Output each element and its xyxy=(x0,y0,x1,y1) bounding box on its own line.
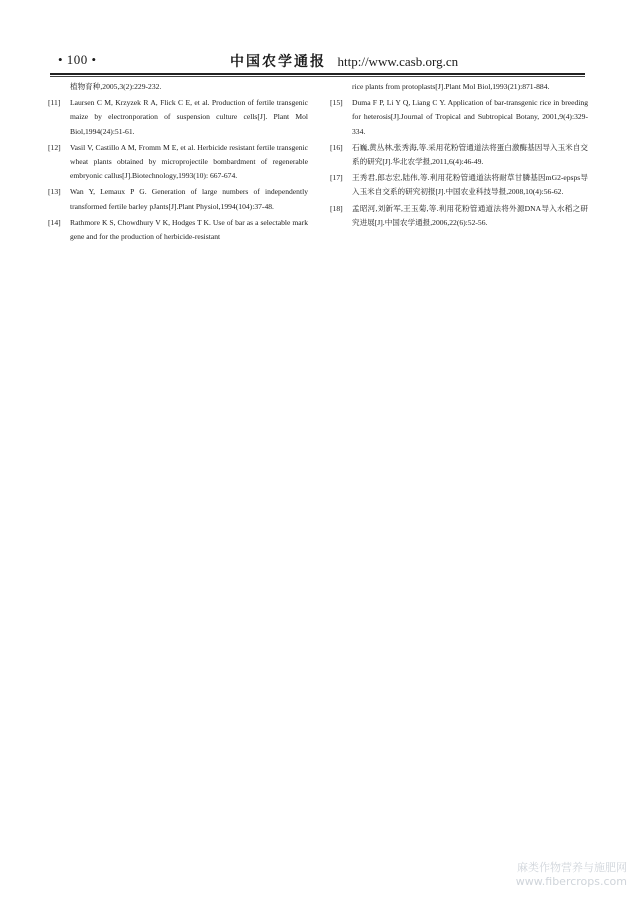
reference-text: 王秀君,郎志宏,陆伟,等.利用花粉管通道法将耐草甘膦基因mG2-epsps导入玉米自交系的研究初报[J].中国农业科技导报,2008,10(4):56-62. xyxy=(352,173,588,197)
reference-text: Duma F P, Li Y Q, Liang C Y. Application of bar-transgenic rice in breeding for heterosis[J].Journal of Tropical and Subtropical Botany, 2001,9(4):329-334. xyxy=(352,98,588,136)
reference-continuation: rice plants from protoplasts[J].Plant Mol Biol,1993(21):871-884. xyxy=(352,82,550,91)
reference-item xyxy=(330,141,588,169)
reference-number: [16] xyxy=(330,142,343,152)
reference-item xyxy=(48,96,308,139)
reference-item xyxy=(48,216,308,244)
reference-item xyxy=(48,141,308,184)
reference-text: 孟昭河,刘新军,王玉菊,等.利用花粉管通道法将外源DNA导入水稻之研究进展[J].中国农学通报,2006,22(6):52-56. xyxy=(352,203,588,227)
reference-number: [18] xyxy=(330,203,343,213)
right-column xyxy=(330,80,588,232)
journal-name: 中国农学通报 xyxy=(230,55,326,70)
reference-continuation: 植物育种,2005,3(2):229-232. xyxy=(70,82,162,91)
reference-number: [12] xyxy=(48,142,61,152)
reference-number: [11] xyxy=(48,98,61,108)
reference-text: Rathmore K S, Chowdhury V K, Hodges T K. Use of bar as a selectable mark gene and for the production of herbicide-resistant xyxy=(70,217,308,242)
reference-text: Vasil V, Castillo A M, Fromm M E, et al. Herbicide resistant fertile transgenic wheat plants obtained by microprojectile bombardment of regenerable embryonic callus[J].Biotechnology,1993(10): 667-674. xyxy=(70,142,308,181)
journal-title xyxy=(230,51,458,71)
page-header xyxy=(50,50,585,72)
page-number: • 100 • xyxy=(58,52,97,67)
reference-text: 石巍,黄丛林,张秀海,等.采用花粉管通道法将蛋白激酶基因导入玉米自交系的研究[J].华北农学报,2011,6(4):46-49. xyxy=(352,142,588,167)
header-rule-thick xyxy=(50,73,585,75)
watermark-line-2: www.fibercrops.com xyxy=(515,875,627,888)
left-column xyxy=(48,80,308,246)
reference-text: Laursen C M, Krzyzek R A, Flick C E, et al. Production of fertile transgenic maize by electronporation of suspension culture cells[J]. Plant Mol Biol,1994(24):51-61. xyxy=(70,98,308,136)
site-watermark xyxy=(516,861,627,889)
header-rule-thin xyxy=(50,76,585,77)
reference-number: [17] xyxy=(330,173,343,183)
reference-number: [13] xyxy=(48,187,61,197)
reference-number: [14] xyxy=(48,217,61,227)
reference-item xyxy=(48,185,308,213)
watermark-line-1: 麻类作物营养与施肥网 xyxy=(517,861,627,874)
reference-item xyxy=(330,171,588,199)
reference-item xyxy=(330,202,588,230)
reference-text: Wan Y, Lemaux P G. Generation of large numbers of independently transformed fertile barley pJants[J].Plant Physiol,1994(104):37-48. xyxy=(70,187,308,211)
reference-item xyxy=(330,96,588,139)
journal-url[interactable]: http://www.casb.org.cn xyxy=(337,54,459,69)
reference-number: [15] xyxy=(330,98,343,108)
